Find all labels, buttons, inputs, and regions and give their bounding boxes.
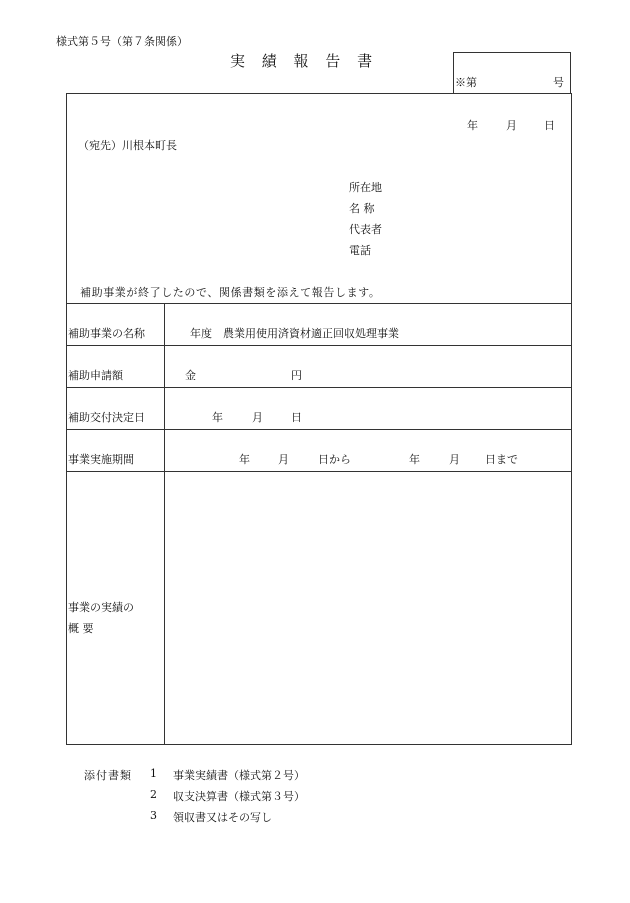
- attachment-num: 3: [150, 809, 157, 822]
- amount-prefix: 金: [185, 369, 196, 382]
- statement: 補助事業が終了したので、関係書類を添えて報告します。: [80, 286, 381, 299]
- label-project-name: 補助事業の名称: [68, 327, 145, 340]
- row-divider: [66, 387, 572, 388]
- period-end-month: 月: [449, 453, 460, 466]
- period-start-day: 日から: [318, 453, 351, 466]
- field-representative: 代表者: [349, 223, 382, 236]
- field-phone: 電話: [349, 244, 371, 257]
- value-project-name: 年度 農業用使用済資材適正回収処理事業: [190, 327, 399, 340]
- addressee: （宛先）川根本町長: [78, 139, 177, 152]
- row-divider: [66, 303, 572, 304]
- date-day: 日: [544, 119, 555, 132]
- label-decision-date: 補助交付決定日: [68, 411, 145, 424]
- label-amount: 補助申請額: [68, 369, 123, 382]
- document-title: 実 績 報 告 書: [230, 52, 379, 70]
- summary-area: [165, 472, 571, 744]
- attachment-item: 事業実績書（様式第２号）: [173, 769, 305, 782]
- row-divider: [66, 345, 572, 346]
- decision-year: 年: [212, 411, 223, 424]
- label-summary-line1: 事業の実績の: [68, 601, 134, 614]
- period-end-day: 日まで: [485, 453, 518, 466]
- row-divider: [66, 429, 572, 430]
- label-period: 事業実施期間: [68, 453, 134, 466]
- amount-suffix: 円: [291, 369, 302, 382]
- attachment-item: 収支決算書（様式第３号）: [173, 790, 305, 803]
- attachments-label: 添付書類: [84, 769, 132, 782]
- field-address: 所在地: [349, 181, 382, 194]
- date-year: 年: [467, 119, 478, 132]
- period-start-year: 年: [239, 453, 250, 466]
- attachment-item: 領収書又はその写し: [173, 811, 272, 824]
- decision-day: 日: [291, 411, 302, 424]
- decision-month: 月: [252, 411, 263, 424]
- date-month: 月: [506, 119, 517, 132]
- number-suffix: 号: [553, 76, 564, 89]
- attachment-num: 1: [150, 767, 157, 780]
- field-name: 名 称: [349, 202, 375, 215]
- form-label: 様式第５号（第７条関係）: [56, 35, 188, 48]
- number-prefix: ※第: [455, 76, 477, 89]
- period-start-month: 月: [278, 453, 289, 466]
- label-summary-line2: 概 要: [68, 622, 94, 635]
- period-end-year: 年: [409, 453, 420, 466]
- attachment-num: 2: [150, 788, 157, 801]
